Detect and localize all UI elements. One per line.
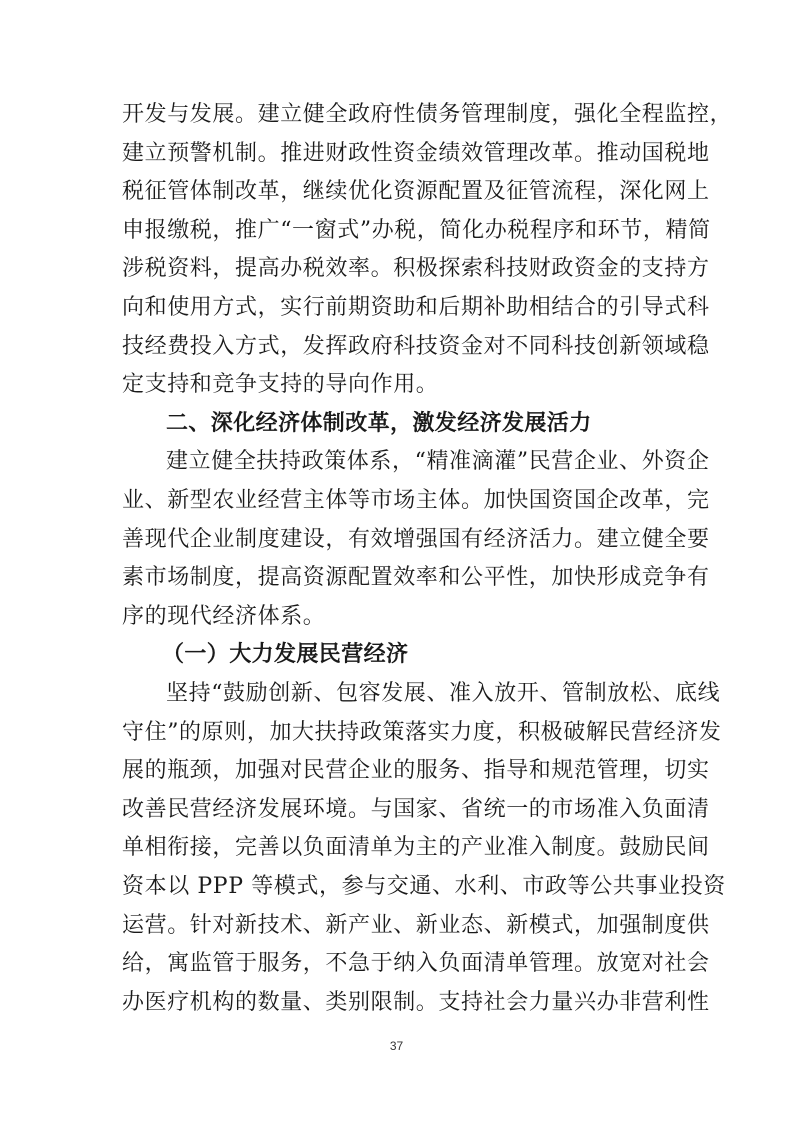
- body-text-line: 业、新型农业经营主体等市场主体。加快国资国企改革，完: [122, 488, 710, 513]
- body-text-line: 运营。针对新技术、新产业、新业态、新模式，加强制度供: [122, 912, 710, 938]
- body-text-line: 单相衔接，完善以负面清单为主的产业准入制度。鼓励民间: [122, 835, 710, 861]
- paragraph-first-line: 建立健全扶持政策体系，“精准滴灌”民营企业、外资企: [166, 449, 710, 475]
- body-text-line: 办医疗机构的数量、类别限制。支持社会力量兴办非营利性: [122, 989, 710, 1015]
- body-text-line: 技经费投入方式，发挥政府科技资金对不同科技创新领域稳: [122, 333, 710, 359]
- body-text-line: 素市场制度，提高资源配置效率和公平性，加快形成竞争有: [122, 565, 710, 591]
- body-text-line: 税征管体制改革，继续优化资源配置及征管流程，深化网上: [122, 179, 710, 205]
- paragraph-first-line: 坚持“鼓励创新、包容发展、准入放开、管制放松、底线: [166, 681, 721, 706]
- body-text-line: 涉税资料，提高办税效率。积极探索科技财政资金的支持方: [122, 256, 710, 282]
- body-text-line: 建立预警机制。推进财政性资金绩效管理改革。推动国税地: [122, 140, 710, 166]
- body-text-line: 给，寓监管于服务，不急于纳入负面清单管理。放宽对社会: [122, 951, 710, 977]
- body-text-line: 守住”的原则，加大扶持政策落实力度，积极破解民营经济发: [122, 719, 722, 745]
- subsection-heading: （一）大力发展民营经济: [162, 642, 409, 668]
- section-heading: 二、深化经济体制改革，激发经济发展活力: [166, 410, 592, 436]
- page-number: 37: [389, 1039, 404, 1053]
- body-text-line: 展的瓶颈，加强对民营企业的服务、指导和规范管理，切实: [122, 758, 710, 784]
- body-text-line: 资本以 PPP 等模式，参与交通、水利、市政等公共事业投资: [122, 874, 726, 899]
- body-text-line: 善现代企业制度建设，有效增强国有经济活力。建立健全要: [122, 526, 710, 552]
- body-text-line: 改善民营经济发展环境。与国家、省统一的市场准入负面清: [122, 796, 710, 822]
- body-text-line: 序的现代经济体系。: [122, 603, 326, 629]
- body-text-line: 开发与发展。建立健全政府性债务管理制度，强化全程监控，: [122, 102, 733, 127]
- body-text-line: 定支持和竞争支持的导向作用。: [122, 372, 439, 398]
- body-text-line: 申报缴税，推广“一窗式”办税，简化办税程序和环节，精简: [122, 217, 711, 243]
- body-text-line: 向和使用方式，实行前期资助和后期补助相结合的引导式科: [122, 295, 710, 320]
